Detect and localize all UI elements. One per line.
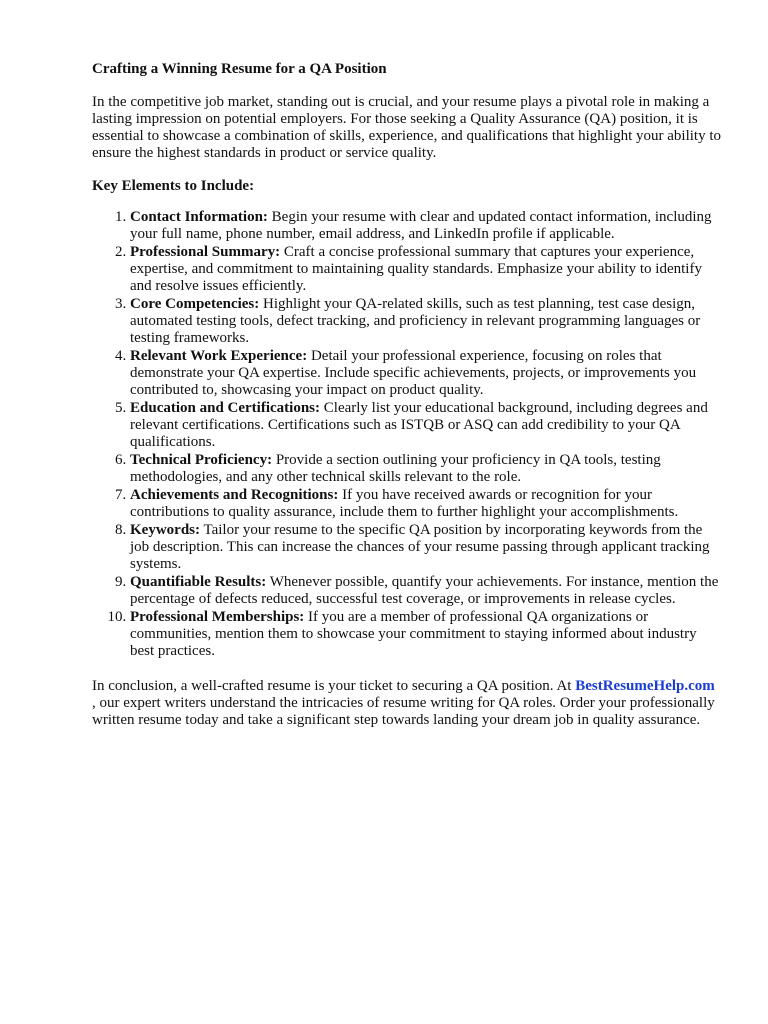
document-title: Crafting a Winning Resume for a QA Position xyxy=(92,61,387,77)
list-item xyxy=(130,487,722,521)
list-item xyxy=(130,452,722,486)
list-item xyxy=(130,609,722,660)
bestresumehelp-link[interactable]: BestResumeHelp.com xyxy=(575,678,715,694)
list-item xyxy=(130,522,722,573)
list-item xyxy=(130,574,722,608)
item-text: Highlight your QA-related skills, such as test planning, test case design, automated testing tools, defect tracking, and proficiency in relevant programming languages or testing frameworks. xyxy=(130,296,701,346)
list-item xyxy=(130,244,722,295)
item-text: Whenever possible, quantify your achievements. For instance, mention the percentage of defects reduced, successful test coverage, or improvements in release cycles. xyxy=(130,574,719,607)
list-item xyxy=(130,400,722,451)
item-label: Achievements and Recognitions: xyxy=(130,487,339,503)
conclusion-paragraph xyxy=(92,678,722,729)
item-label: Professional Memberships: xyxy=(130,609,305,625)
item-label: Contact Information: xyxy=(130,209,268,225)
item-text: Detail your professional experience, focusing on roles that demonstrate your QA expertise. Include specific achievements, projects, or improvements you contributed to, showcasing your impact on product quality. xyxy=(130,348,697,398)
item-text: If you have received awards or recognition for your contributions to quality assurance, include them to further highlight your accomplishments. xyxy=(130,487,679,520)
item-label: Core Competencies: xyxy=(130,296,260,312)
item-label: Relevant Work Experience: xyxy=(130,348,308,364)
document-page xyxy=(92,60,722,745)
list-item xyxy=(130,348,722,399)
item-text: Provide a section outlining your proficiency in QA tools, testing methodologies, and any other technical skills relevant to the role. xyxy=(130,452,661,485)
item-text: Craft a concise professional summary that captures your experience, expertise, and commitment to maintaining quality standards. Emphasize your ability to identify and resolve issues efficiently. xyxy=(130,244,702,294)
item-label: Technical Proficiency: xyxy=(130,452,273,468)
item-text: Clearly list your educational background, including degrees and relevant certifications. Certifications such as ISTQB or ASQ can add credibility to your QA qualifications. xyxy=(130,400,708,450)
key-elements-list xyxy=(92,209,722,660)
item-text: If you are a member of professional QA organizations or communities, mention them to showcase your commitment to staying informed about industry best practices. xyxy=(130,609,697,659)
list-item xyxy=(130,209,722,243)
item-label: Keywords: xyxy=(130,522,200,538)
item-label: Quantifiable Results: xyxy=(130,574,267,590)
key-elements-heading: Key Elements to Include: xyxy=(92,178,255,194)
item-text: Tailor your resume to the specific QA position by incorporating keywords from the job description. This can increase the chances of your resume passing through applicant tracking systems. xyxy=(130,522,710,572)
list-item xyxy=(130,296,722,347)
item-label: Education and Certifications: xyxy=(130,400,321,416)
conclusion-text-after: , our expert writers understand the intricacies of resume writing for QA roles. Order your professionally written resume today and take a significant step towards landing your dream job in quality assurance. xyxy=(92,695,715,728)
item-label: Professional Summary: xyxy=(130,244,281,260)
item-text: Begin your resume with clear and updated contact information, including your full name, phone number, email address, and LinkedIn profile if applicable. xyxy=(130,209,712,242)
conclusion-text-before: In conclusion, a well-crafted resume is your ticket to securing a QA position. At xyxy=(92,678,576,694)
intro-paragraph: In the competitive job market, standing out is crucial, and your resume plays a pivotal role in making a lasting impression on potential employers. For those seeking a Quality Assurance (QA) position, it is essential to showcase a combination of skills, experience, and qualifications that highlight your ability to ensure the highest standards in product or service quality. xyxy=(92,94,722,161)
